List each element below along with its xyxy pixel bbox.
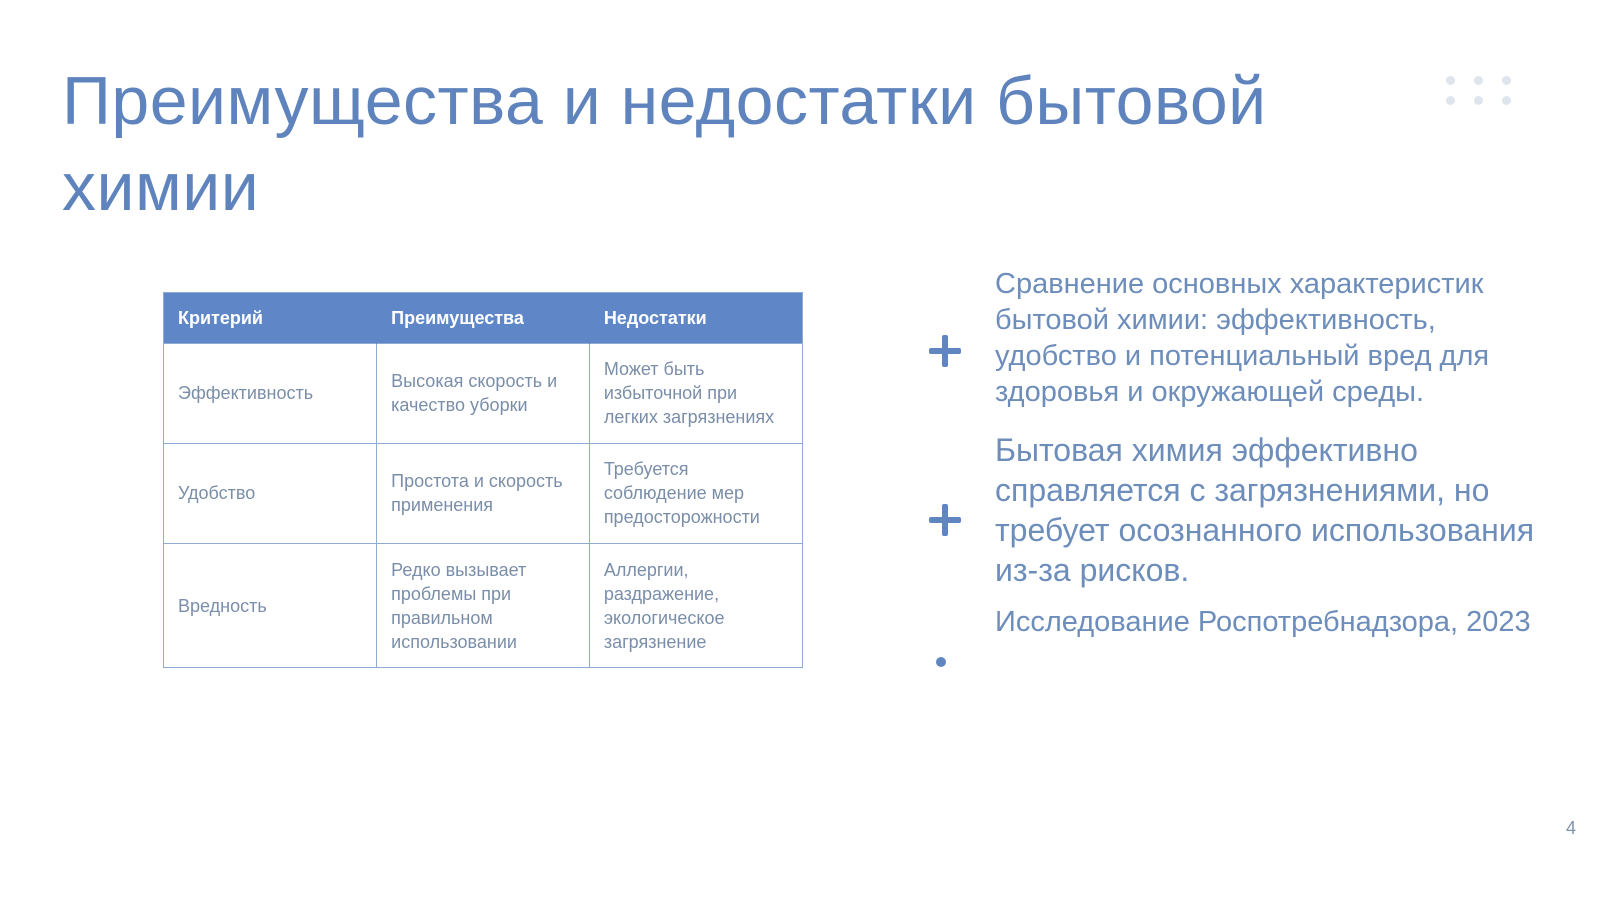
page-number: 4 (1565, 818, 1576, 838)
table-cell-disadvantage: Может быть избыточной при легких загрязнениях (589, 344, 802, 444)
bullet-item (925, 604, 1545, 686)
decorative-dot (1446, 76, 1455, 85)
bullet-text: Сравнение основных характеристик бытовой химии: эффективность, удобство и потенциальный вред для здоровья и окружающей среды. (995, 268, 1490, 408)
table-cell-criterion: Эффективность (164, 344, 377, 444)
table-row (164, 443, 802, 544)
slide-title: Преимущества и недостатки бытовой химии (62, 63, 1267, 225)
comparison-table-container (163, 292, 803, 668)
table-header-criterion: Критерий (164, 293, 377, 344)
decorative-dots-icon (1446, 72, 1518, 110)
table-header (164, 293, 802, 344)
bullet-text: Исследование Роспотребнадзора, 2023 (995, 606, 1531, 638)
decorative-dot (1502, 76, 1511, 85)
table-cell-criterion: Удобство (164, 443, 377, 544)
bullet-dot (936, 657, 946, 667)
comparison-table (164, 293, 802, 667)
plus-vertical-stroke (942, 504, 948, 536)
decorative-dot (1474, 96, 1483, 105)
bullet-item (925, 266, 1545, 416)
table-cell-criterion: Вредность (164, 544, 377, 667)
table-row (164, 344, 802, 444)
table-cell-disadvantage: Аллергии, раздражение, экологическое загрязнение (589, 544, 802, 667)
table-cell-disadvantage: Требуется соблюдение мер предосторожности (589, 443, 802, 544)
table-header-row (164, 293, 802, 344)
dot-icon (929, 647, 963, 681)
bullet-list (925, 266, 1545, 696)
table-header-advantages: Преимущества (377, 293, 590, 344)
table-body (164, 344, 802, 668)
table-header-disadvantages: Недостатки (589, 293, 802, 344)
decorative-dot (1502, 96, 1511, 105)
plus-icon (929, 503, 963, 537)
table-cell-advantage: Редко вызывает проблемы при правильном использовании (377, 544, 590, 667)
plus-vertical-stroke (942, 335, 948, 367)
table-cell-advantage: Простота и скорость применения (377, 443, 590, 544)
decorative-dot (1474, 76, 1483, 85)
bullet-text: Бытовая химия эффективно справляется с загрязнениями, но требует осознанного использования из-за рисков. (995, 432, 1535, 588)
decorative-dot (1446, 96, 1455, 105)
table-row (164, 544, 802, 667)
bullet-item (925, 430, 1545, 590)
plus-icon (929, 334, 963, 368)
table-cell-advantage: Высокая скорость и качество уборки (377, 344, 590, 444)
